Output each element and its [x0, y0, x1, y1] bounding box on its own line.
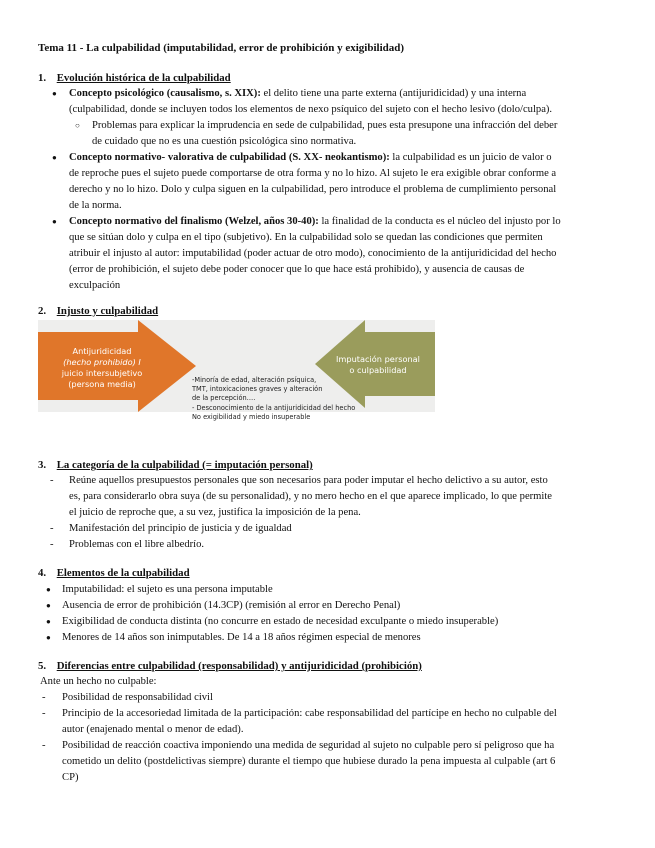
- section-number: 3.: [38, 459, 47, 471]
- diagram-list-item: No exigibilidad y miedo insuperable: [192, 412, 311, 421]
- section-2-heading: [38, 303, 158, 319]
- intro-text: Ante un hecho no culpable:: [40, 676, 157, 687]
- item-text: Problemas con el libre albedrío.: [69, 539, 205, 550]
- section-number: 4.: [38, 567, 47, 579]
- list-item: Menores de 14 años son inimputables. De 14 a 18 años régimen especial de menores: [62, 632, 421, 643]
- section-number: 5.: [38, 660, 47, 672]
- item-text: Posibilidad de responsabilidad civil: [62, 692, 213, 703]
- section-title: Evolución histórica de la culpabilidad: [56, 72, 231, 84]
- item-text: el delito tiene una parte externa (antijuridicidad) y una interna: [260, 88, 527, 99]
- section-title: La categoría de la culpabilidad (= imputación personal): [56, 459, 313, 471]
- concept-name: Concepto normativo del finalismo (Welzel, años 30-40):: [69, 216, 319, 227]
- item-text: que se sitúan dolo y culpa en el tipo (subjetivo). En la culpabilidad solo se quedan las condiciones que permiten: [69, 232, 543, 243]
- list-item: [69, 150, 552, 166]
- diagram-text: Antijuridicidad: [72, 346, 132, 356]
- injusto-culpabilidad-diagram: [38, 320, 435, 421]
- section-1-heading: [38, 70, 231, 86]
- item-text: Manifestación del principio de justicia y de igualdad: [69, 523, 292, 534]
- sub-item-text: Problemas para explicar la imprudencia en sede de culpabilidad, pues esta presupone una infracción del deber: [92, 120, 558, 131]
- list-item: Exigibilidad de conducta distinta (no concurre en estado de necesidad exculpante o miedo insuperable): [62, 616, 499, 627]
- bullet-icon: ●: [52, 89, 57, 98]
- diagram-list-item: TMT, intoxicaciones graves y alteración: [192, 385, 323, 394]
- diagram-causes-list: [192, 376, 422, 422]
- item-text: autor (enajenado mental o menor de edad).: [62, 724, 244, 735]
- section-5-heading: [38, 658, 422, 674]
- section-number: 1.: [38, 72, 47, 84]
- bullet-icon: ●: [46, 633, 51, 642]
- dash-marker: -: [42, 708, 46, 719]
- bullet-icon: ●: [52, 217, 57, 226]
- item-text: de reproche pues el sujeto puede comportarse de otra forma y no lo hizo. Al sujeto le era exigible obrar conforme a: [69, 168, 557, 179]
- list-item: [69, 214, 561, 230]
- list-item: Ausencia de error de prohibición (14.3CP) (remisión al error en Derecho Penal): [62, 600, 401, 611]
- section-number: 2.: [38, 305, 47, 317]
- dash-marker: -: [42, 692, 46, 703]
- section-title: Elementos de la culpabilidad: [56, 567, 190, 579]
- item-text: Reúne aquellos presupuestos personales que son necesarios para poder imputar el hecho delictivo a su autor, esto: [69, 475, 548, 486]
- diagram-text: juicio intersubjetivo: [61, 368, 143, 378]
- section-title: Diferencias entre culpabilidad (responsabilidad) y antijuridicidad (prohibición): [56, 660, 422, 672]
- item-text: Principio de la accesoriedad limitada de la participación: cabe responsabilidad del partícipe en hecho no culpable del: [62, 708, 557, 719]
- item-text: derecho y no lo hizo. Dolo y culpa siguen en la culpabilidad, pero introduce el problema de cumplimiento personal: [69, 184, 557, 195]
- bullet-icon: ●: [46, 601, 51, 610]
- list-item: Imputabilidad: el sujeto es una persona imputable: [62, 584, 273, 595]
- diagram-text: Imputación personal: [336, 354, 420, 364]
- circle-bullet-icon: ○: [75, 121, 80, 130]
- antijuridicidad-label: [42, 346, 162, 390]
- item-text: CP): [62, 772, 79, 783]
- section-4-heading: [38, 565, 190, 581]
- document-title: Tema 11 - La culpabilidad (imputabilidad, error de prohibición y exigibilidad): [38, 42, 405, 54]
- diagram-list-item: de la percepción….: [192, 394, 256, 403]
- sub-item-text: de cuidado que no es una cuestión psicológica sino normativa.: [92, 136, 357, 147]
- item-text: (culpabilidad, donde se incluyen todos los elementos de nexo psíquico del sujeto con el hecho lesivo (dolo/culpa).: [69, 104, 553, 115]
- item-text: es, para considerarlo obra suya (de su personalidad), y no mero hecho en el que aparece implicado, lo que permite: [69, 491, 553, 502]
- item-text: atribuir el injusto al autor: imputabilidad (poder actuar de otro modo), conocimiento de la antijuridicidad del hecho: [69, 248, 557, 259]
- diagram-text: (persona media): [68, 379, 136, 389]
- dash-marker: -: [50, 475, 54, 486]
- diagram-text: o culpabilidad: [349, 365, 407, 375]
- dash-marker: -: [50, 539, 54, 550]
- diagram-list-item: - Desconocimiento de la antijuridicidad del hecho: [192, 403, 356, 412]
- diagram-list-item: -Minoría de edad, alteración psíquica,: [192, 376, 317, 384]
- item-text: la finalidad de la conducta es el núcleo del injusto por lo: [318, 216, 561, 227]
- section-3-heading: [38, 457, 313, 473]
- concept-name: Concepto normativo- valorativa de culpabilidad (S. XX- neokantismo):: [69, 152, 390, 163]
- item-text: cometido un delito (postdelictivas siempre) durante el tiempo que hubiese durado la pena impuesta al culpable (art 6: [62, 756, 556, 767]
- bullet-icon: ●: [46, 585, 51, 594]
- concept-name: Concepto psicológico (causalismo, s. XIX):: [69, 88, 261, 99]
- list-item: [69, 86, 526, 102]
- item-text: la culpabilidad es un juicio de valor o: [389, 152, 552, 163]
- item-text: (error de prohibición, el sujeto debe poder conocer que lo que hace está prohibido), y ausencia de causas de: [69, 264, 525, 275]
- item-text: exculpación: [69, 280, 121, 291]
- dash-marker: -: [50, 523, 54, 534]
- diagram-text: (hecho prohibido) I: [63, 357, 141, 367]
- item-text: Posibilidad de reacción coactiva imponiendo una medida de seguridad al sujeto no culpable pero sí peligroso que ha: [62, 740, 555, 751]
- bullet-icon: ●: [46, 617, 51, 626]
- item-text: de la norma.: [69, 200, 122, 211]
- section-title: Injusto y culpabilidad: [56, 305, 159, 317]
- imputacion-label: [328, 354, 428, 376]
- bullet-icon: ●: [52, 153, 57, 162]
- dash-marker: -: [42, 740, 46, 751]
- item-text: el juicio de reproche que, a su vez, justifica la imposición de la pena.: [69, 507, 361, 518]
